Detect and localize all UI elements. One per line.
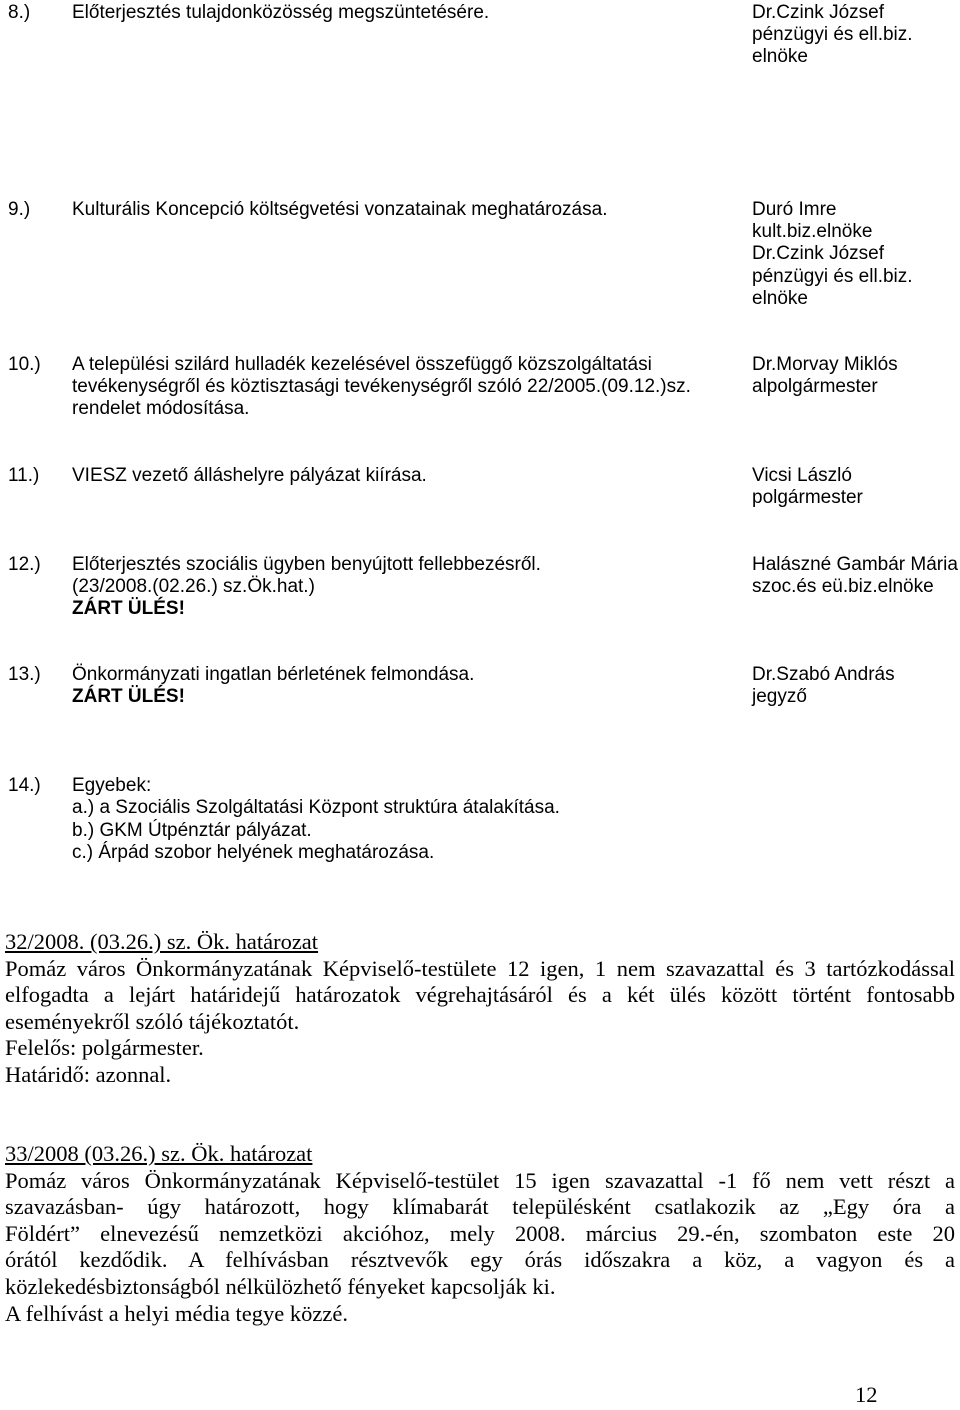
presenter-role: pénzügyi és ell.biz. xyxy=(752,24,913,46)
presenter-role: alpolgármester xyxy=(752,376,878,398)
presenter-role: szoc.és eü.biz.elnöke xyxy=(752,576,934,598)
resolution-heading: 33/2008 (03.26.) sz. Ök. határozat xyxy=(5,1141,313,1166)
page-number: 12 xyxy=(855,1382,878,1407)
closed-session-label: ZÁRT ÜLÉS! xyxy=(72,598,185,620)
agenda-item-title xyxy=(72,554,541,621)
presenter-role: elnöke xyxy=(752,287,808,309)
presenter-name: Halászné Gambár Mária xyxy=(752,554,958,575)
agenda-item-title-line: Egyebek: xyxy=(72,775,152,796)
agenda-item-title-line: tevékenységről és köztisztasági tevékenységről szóló 22/2005.(09.12.)sz. xyxy=(72,376,691,398)
presenter-name: Dr.Szabó András xyxy=(752,664,895,685)
closed-session-label: ZÁRT ÜLÉS! xyxy=(72,686,185,708)
agenda-item-presenter xyxy=(752,354,898,398)
agenda-sub-item: b.) GKM Útpénztár pályázat. xyxy=(72,819,312,841)
resolution-heading: 32/2008. (03.26.) sz. Ök. határozat xyxy=(5,929,319,954)
resolution-32-2008 xyxy=(5,929,955,1089)
agenda-item-title-line: rendelet módosítása. xyxy=(72,398,250,420)
agenda-item-presenter xyxy=(752,2,913,69)
presenter-name: Duró Imre xyxy=(752,199,837,220)
agenda-item-title-line: VIESZ vezető álláshelyre pályázat kiírása. xyxy=(72,465,427,486)
resolution-33-2008 xyxy=(5,1141,955,1327)
agenda-item-title-line: Előterjesztés szociális ügyben benyújtott fellebbezésről. xyxy=(72,554,541,575)
resolution-body-line: közlekedésbiztonságból nélkülözhető fényeket kapcsolják ki. xyxy=(5,1273,556,1299)
agenda-item-number: 12.) xyxy=(8,554,41,575)
resolution-body-line: Pomáz város Önkormányzatának Képviselő-testülete 12 igen, 1 nem szavazattal és 3 tartózkodással xyxy=(5,955,955,981)
resolution-body-line: elfogadta a lejárt határidejű határozatok végrehajtásáról és a két ülés között történt fontosabb xyxy=(5,982,955,1008)
agenda-sub-item: c.) Árpád szobor helyének meghatározása. xyxy=(72,841,435,863)
resolution-body-line: szavazásban- úgy határozott, hogy klímabarát településként csatlakozik az „Egy óra a xyxy=(5,1194,955,1220)
agenda-item-title xyxy=(72,775,560,864)
agenda-item-presenter xyxy=(752,465,863,509)
agenda-item-title-line: Előterjesztés tulajdonközösség megszüntetésére. xyxy=(72,2,490,23)
agenda-item-title-line: Önkormányzati ingatlan bérletének felmondása. xyxy=(72,664,475,685)
agenda-item-title xyxy=(72,2,489,24)
presenter-role: jegyző xyxy=(752,686,807,708)
resolution-body-line: eseményekről szóló tájékoztatót. xyxy=(5,1008,300,1034)
agenda-item-title xyxy=(72,664,474,708)
resolution-body-line: Földért” elnevezésű nemzetközi akcióhoz, mely 2008. március 29.-én, szombaton este 20 xyxy=(5,1220,955,1246)
agenda-item-title-line: Kulturális Koncepció költségvetési vonzatainak meghatározása. xyxy=(72,199,608,220)
agenda-item-presenter xyxy=(752,199,913,310)
agenda-item-title-line: A települési szilárd hulladék kezelésével összefüggő közszolgáltatási xyxy=(72,354,652,375)
presenter-role: polgármester xyxy=(752,487,863,509)
resolution-closing: A felhívást a helyi média tegye közzé. xyxy=(5,1300,348,1326)
agenda-item-title-line: (23/2008.(02.26.) sz.Ök.hat.) xyxy=(72,576,315,598)
agenda-item-presenter xyxy=(752,664,895,708)
presenter-name: Dr.Czink József xyxy=(752,2,884,23)
presenter-role: pénzügyi és ell.biz. xyxy=(752,265,913,287)
resolution-responsible: Felelős: polgármester. xyxy=(5,1035,204,1061)
presenter-name: Dr.Czink József xyxy=(752,243,884,265)
agenda-item-number: 14.) xyxy=(8,775,41,796)
agenda-sub-item: a.) a Szociális Szolgáltatási Központ struktúra átalakítása. xyxy=(72,797,560,819)
resolution-deadline: Határidő: azonnal. xyxy=(5,1061,172,1087)
agenda-item-title xyxy=(72,465,427,487)
presenter-name: Dr.Morvay Miklós xyxy=(752,354,898,375)
agenda-item-number: 13.) xyxy=(8,664,41,685)
agenda-item-presenter xyxy=(752,554,958,598)
agenda-item-title xyxy=(72,199,607,221)
agenda-item-number: 8.) xyxy=(8,2,31,23)
agenda-item-number: 11.) xyxy=(8,465,40,486)
resolution-body-line: órától kezdődik. A felhívásban résztvevők egy órás időszakra a köz, a vagyon és a xyxy=(5,1247,955,1273)
agenda-item-title xyxy=(72,354,691,421)
presenter-role: elnöke xyxy=(752,46,808,68)
agenda-item-number: 10.) xyxy=(8,354,41,375)
agenda-item-number: 9.) xyxy=(8,199,31,220)
presenter-name: Vicsi László xyxy=(752,465,852,486)
presenter-role: kult.biz.elnöke xyxy=(752,221,873,243)
resolution-body-line: Pomáz város Önkormányzatának Képviselő-testület 15 igen szavazattal -1 fő nem vett részt a xyxy=(5,1167,955,1193)
